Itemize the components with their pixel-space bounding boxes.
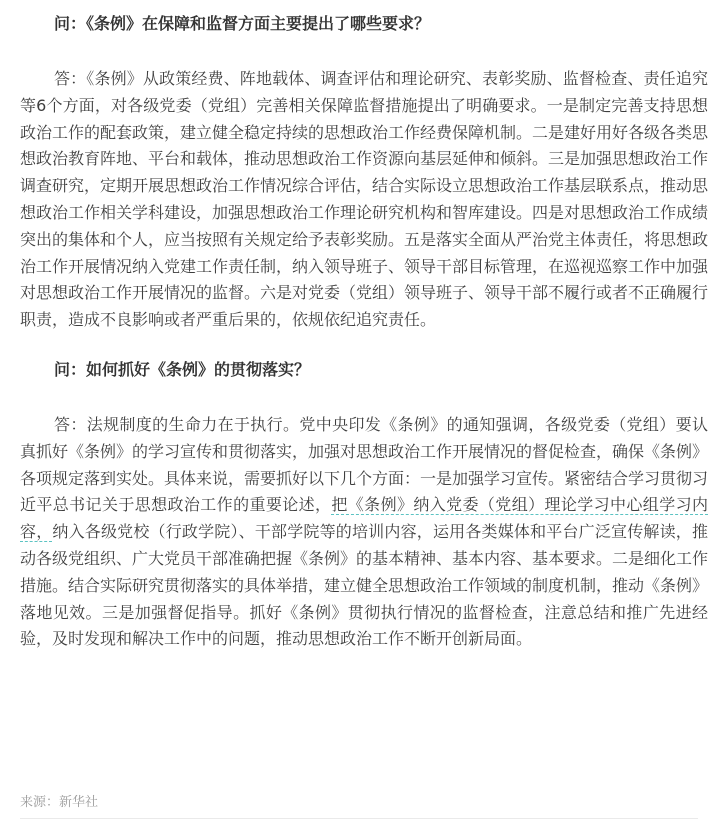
question-1: 问：《条例》在保障和监督方面主要提出了哪些要求？ [54,14,431,33]
answer-2 [20,412,708,653]
question-2: 问：如何抓好《条例》的贯彻落实？ [54,359,311,379]
answer-2-part-2: 纳入各级党校（行政学院）、干部学院等的培训内容，运用各类媒体和平台广泛宣传解读，推动各级党组织、广大党员干部准确把握《条例》的基本精神、基本内容、基本要求。二是细化工作措施。结合实际研究贯彻落实的具体举措，建立健全思想政治工作领域的制度机制，推动《条例》落地见效。三是加强督促指导。抓好《条例》贯彻执行情况的监督检查，注意总结和推广先进经验，及时发现和解决工作中的问题，推动思想政治工作不断开创新局面。 [20,522,709,649]
answer-2-part-1: 答：法规制度的生命力在于执行。党中央印发《条例》的通知强调，各级党委（党组）要认真抓好《条例》的学习宣传和贯彻落实，加强对思想政治工作开展情况的督促检查，确保《条例》各项规定落到实处。具体来说，需要抓好以下几个方面：一是加强学习宣传。紧密结合学习贯彻习近平总书记关于思想政治工作的重要论述， [20,414,709,515]
article-body [20,12,708,653]
source-label: 来源：新华社 [20,795,99,810]
footer-divider [20,818,698,819]
answer-1: 答：《条例》从政策经费、阵地载体、调查评估和理论研究、表彰奖励、监督检查、责任追究等6个方面，对各级党委（党组）完善相关保障监督措施提出了明确要求。一是制定完善支持思想政治工作的配套政策，建立健全稳定持续的思想政治工作经费保障机制。二是建好用好各级各类思想政治教育阵地、平台和载体，推动思想政治工作资源向基层延伸和倾斜。三是加强思想政治工作调查研究，定期开展思想政治工作情况综合评估，结合实际设立思想政治工作基层联系点，推动思想政治工作相关学科建设，加强思想政治工作理论研究机构和智库建设。四是对思想政治工作成绩突出的集体和个人，应当按照有关规定给予表彰奖励。五是落实全面从严治党主体责任，将思想政治工作开展情况纳入党建工作责任制，纳入领导班子、领导干部目标管理，在巡视巡察工作中加强对思想政治工作开展情况的监督。六是对党委（党组）领导班子、领导干部不履行或者不正确履行职责，造成不良影响或者严重后果的，依规依纪追究责任。 [20,69,709,330]
answer-2-highlighted-text: 把《条例》纳入党委（党组）理论学习中心组学习内容， [20,495,708,542]
source-footer [20,794,708,819]
